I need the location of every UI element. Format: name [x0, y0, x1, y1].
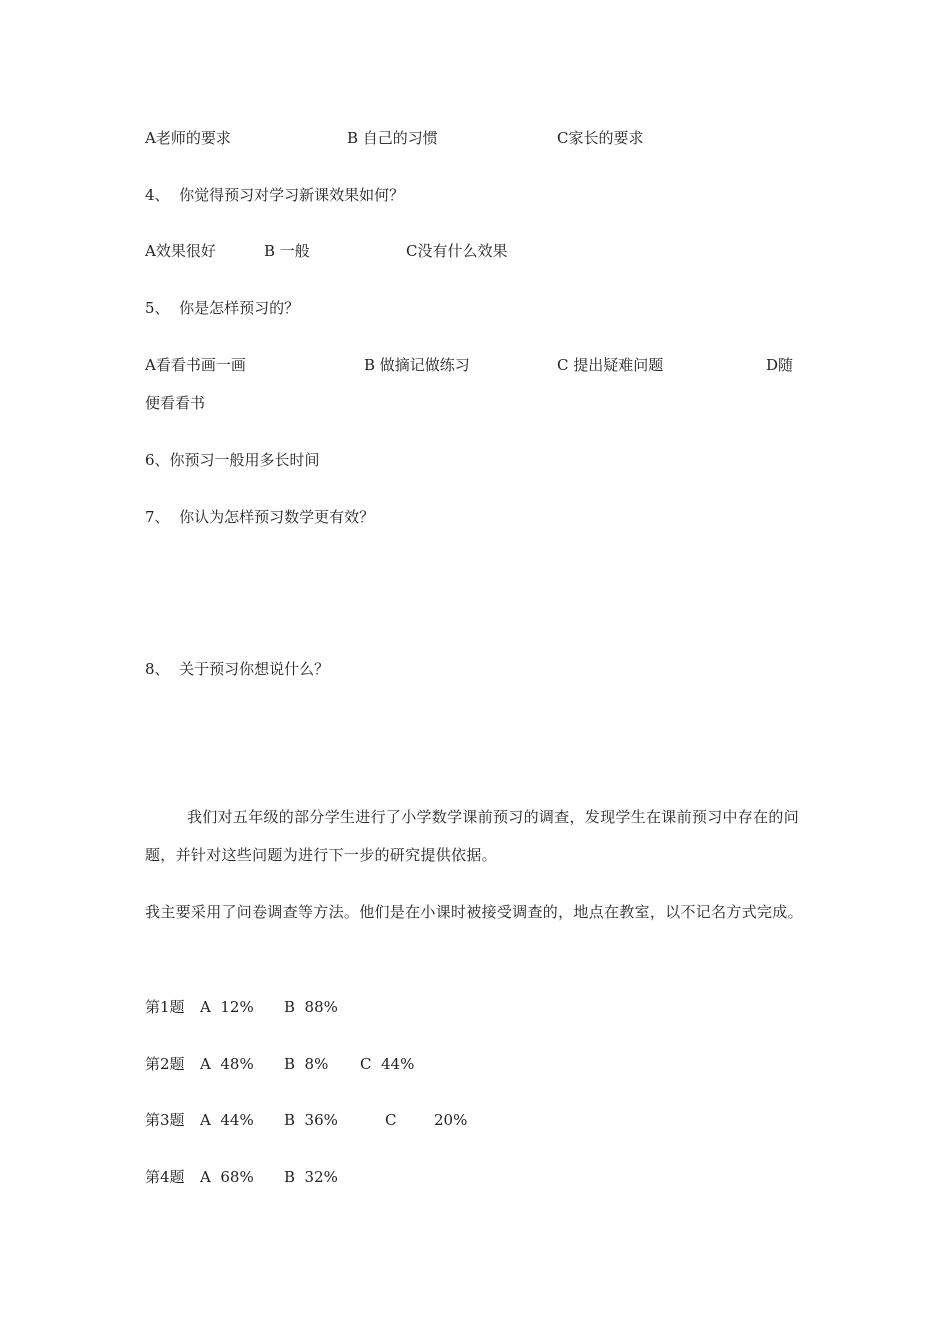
q3-option-a: A老师的要求 [145, 129, 231, 147]
q4-option-b: B 一般 [264, 242, 310, 260]
result-3-c-value: 20% [434, 1111, 468, 1129]
result-2-label: 第2题 [145, 1055, 185, 1073]
result-1-b: B 88% [284, 998, 338, 1016]
q5-question: 5、 你是怎样预习的？ [145, 299, 300, 317]
result-3-c: C [385, 1111, 397, 1129]
q4-option-a: A效果很好 [145, 242, 216, 260]
result-3-label: 第3题 [145, 1111, 185, 1129]
q4-option-c: C没有什么效果 [406, 242, 508, 260]
result-4-a: A 68% [200, 1168, 254, 1186]
result-3-a: A 44% [200, 1111, 254, 1129]
result-2-a: A 48% [200, 1055, 254, 1073]
q5-option-d-end: 便看看书 [145, 394, 206, 412]
q5-option-d-start: D随 [766, 356, 794, 374]
q8-question: 8、 关于预习你想说什么？ [145, 660, 330, 678]
q3-option-c: C家长的要求 [557, 129, 644, 147]
q6-question: 6、你预习一般用多长时间 [145, 451, 320, 469]
q5-option-b: B 做摘记做练习 [364, 356, 470, 374]
q4-question: 4、 你觉得预习对学习新课效果如何？ [145, 186, 405, 204]
q3-option-b: B 自己的习惯 [347, 129, 438, 147]
q7-question: 7、 你认为怎样预习数学更有效？ [145, 508, 375, 526]
summary-paragraph-2: 我主要采用了问卷调查等方法。他们是在小课时被接受调查的，地点在教室，以不记名方式完成。 [145, 903, 803, 921]
result-1-label: 第1题 [145, 998, 185, 1016]
result-4-b: B 32% [284, 1168, 338, 1186]
result-4-label: 第4题 [145, 1168, 185, 1186]
q5-option-a: A看看书画一画 [145, 356, 246, 374]
summary-paragraph-1: 我们对五年级的部分学生进行了小学数学课前预习的调查，发现学生在课前预习中存在的问题，并针对这些问题为进行下一步的研究提供依据。 [145, 808, 800, 864]
q5-option-c: C 提出疑难问题 [557, 356, 664, 374]
result-1-a: A 12% [200, 998, 254, 1016]
result-3-b: B 36% [284, 1111, 338, 1129]
result-2-c: C 44% [360, 1055, 415, 1073]
result-2-b: B 8% [284, 1055, 329, 1073]
